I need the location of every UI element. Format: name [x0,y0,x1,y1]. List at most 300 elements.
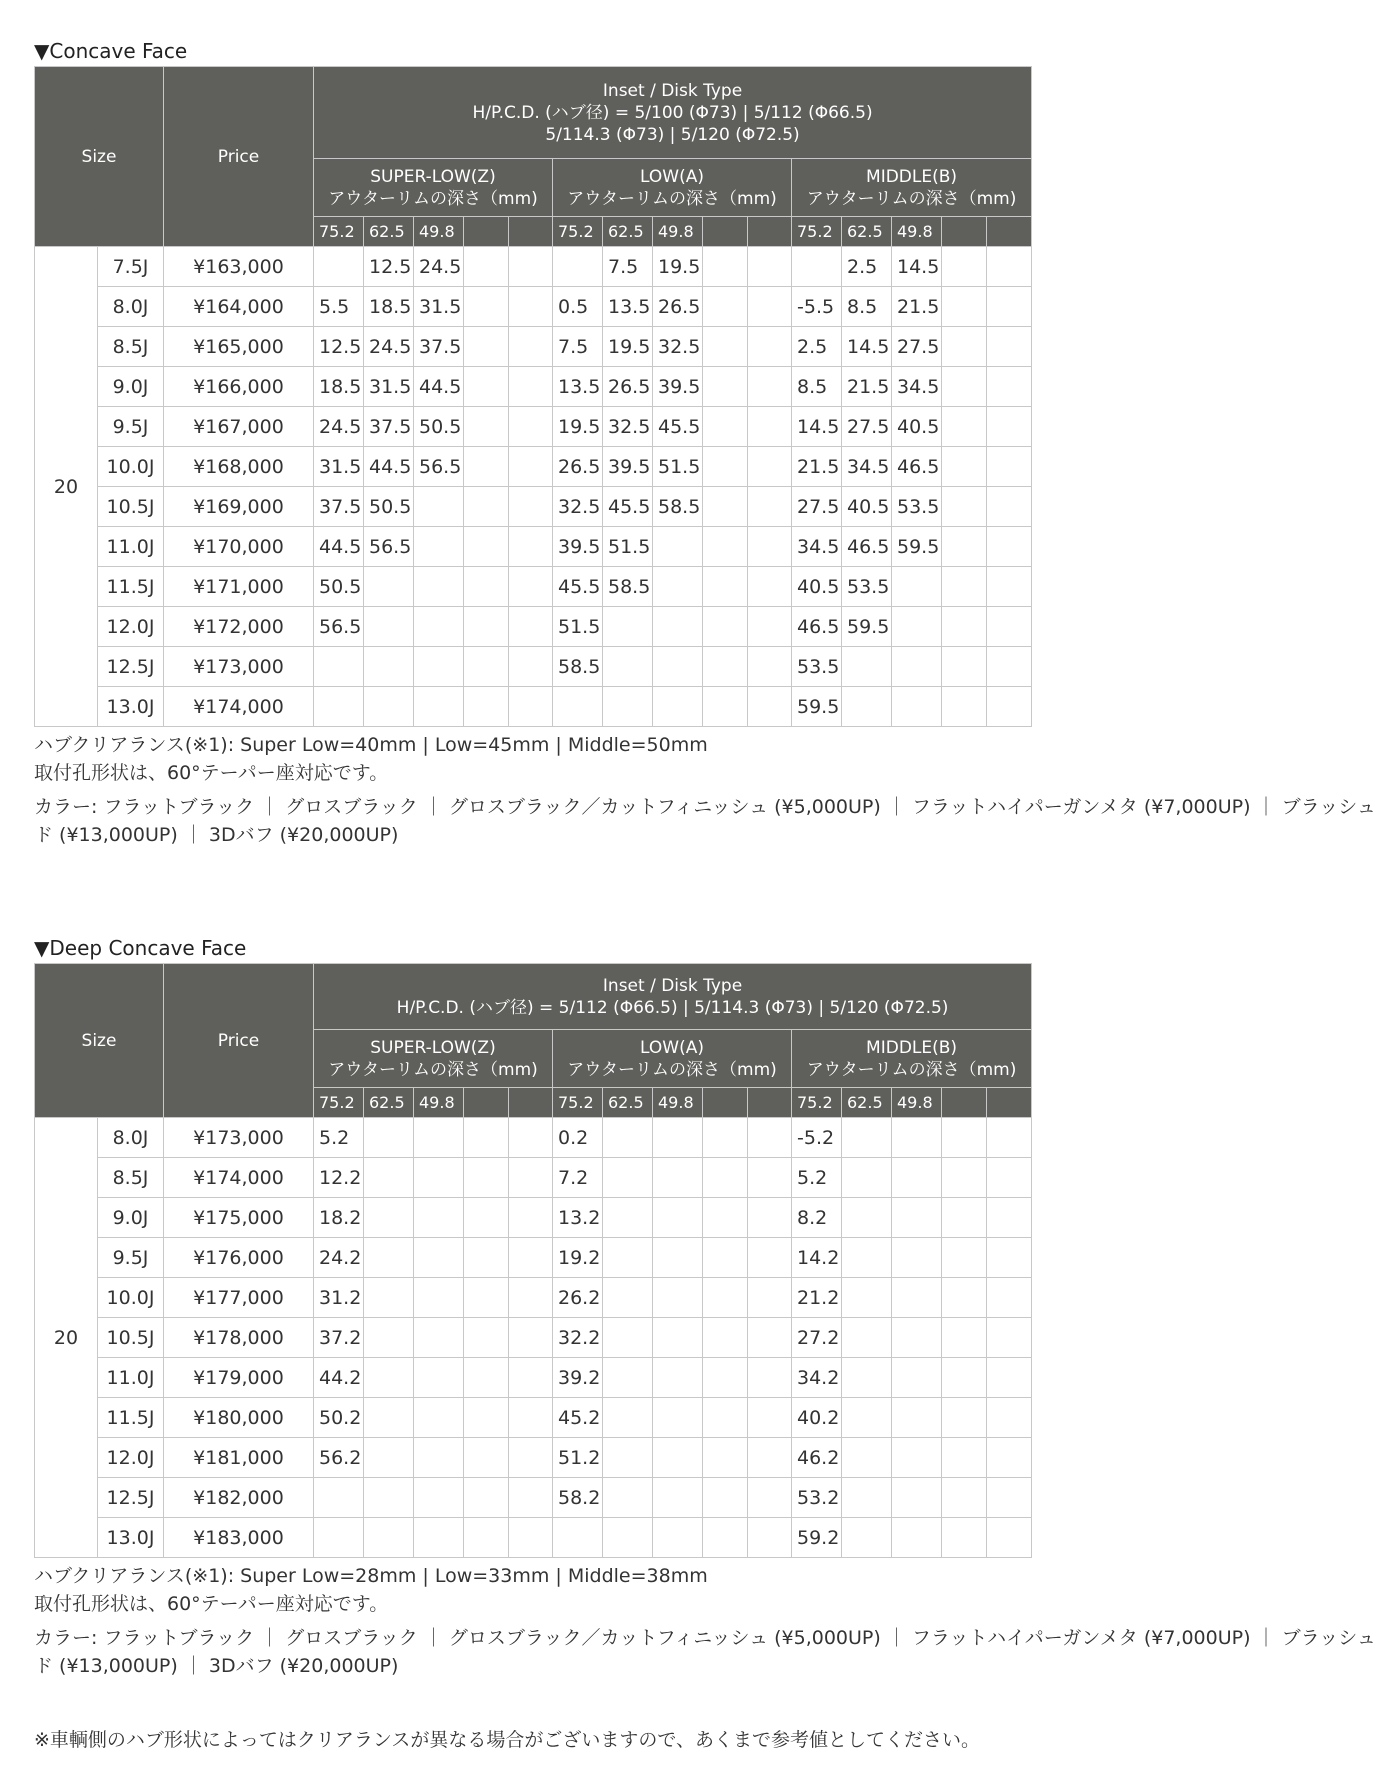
inset-value-cell [509,1318,553,1358]
inset-value-cell: 8.5 [792,367,842,407]
inset-value-cell [414,1318,464,1358]
table-row [35,447,1032,487]
width-cell: 8.0J [98,287,164,327]
table-row [35,1278,1032,1318]
inset-value-cell [509,1278,553,1318]
inset-value-cell [748,607,792,647]
inset-value-cell: 32.5 [653,327,703,367]
table-row [35,287,1032,327]
inset-value-cell: 7.5 [553,327,603,367]
inset-value-cell [464,487,509,527]
inset-value-cell [942,1198,987,1238]
inset-value-cell [748,687,792,727]
inset-value-cell [364,1278,414,1318]
inset-value-cell [603,1438,653,1478]
width-cell: 8.0J [98,1118,164,1158]
inset-value-cell [942,1398,987,1438]
offset-header-cell: 62.5 [603,1088,653,1118]
inset-value-cell: 34.5 [842,447,892,487]
price-cell: ¥171,000 [164,567,314,607]
concave-face-section [34,36,1374,849]
price-cell: ¥183,000 [164,1518,314,1558]
inset-value-cell [987,607,1032,647]
inset-value-cell [603,1278,653,1318]
inset-value-cell [464,647,509,687]
rim-size-cell: 20 [35,1118,98,1558]
inset-value-cell [653,1238,703,1278]
width-cell: 9.5J [98,407,164,447]
width-cell: 9.0J [98,367,164,407]
inset-value-cell [842,1198,892,1238]
inset-value-cell: 26.2 [553,1278,603,1318]
inset-value-cell [364,1318,414,1358]
inset-value-cell [987,1278,1032,1318]
inset-value-cell [509,1158,553,1198]
inset-value-cell: 45.5 [553,567,603,607]
inset-value-cell: 31.5 [314,447,364,487]
inset-value-cell [842,1278,892,1318]
inset-value-cell [509,1198,553,1238]
table-row [35,647,1032,687]
inset-value-cell: 59.5 [842,607,892,647]
inset-value-cell: -5.5 [792,287,842,327]
inset-value-cell [653,647,703,687]
inset-value-cell [603,1478,653,1518]
group-low [553,159,792,217]
inset-value-cell [748,247,792,287]
inset-value-cell [892,1358,942,1398]
inset-value-cell [748,327,792,367]
price-cell: ¥163,000 [164,247,314,287]
inset-value-cell [509,327,553,367]
table-row [35,1318,1032,1358]
inset-value-cell [603,1118,653,1158]
offset-header-cell: 49.8 [653,217,703,247]
inset-value-cell: 32.5 [603,407,653,447]
inset-value-cell: 39.2 [553,1358,603,1398]
section-title: ▼Deep Concave Face [34,936,247,960]
group-sub: アウターリムの深さ（mm) [806,188,1017,209]
inset-value-cell [942,607,987,647]
inset-value-cell: 46.5 [842,527,892,567]
inset-value-cell: 56.5 [414,447,464,487]
inset-value-cell [987,367,1032,407]
inset-value-cell: 50.5 [414,407,464,447]
price-cell: ¥164,000 [164,287,314,327]
offset-header-cell [987,217,1032,247]
inset-value-cell [942,1278,987,1318]
table-row [35,247,1032,287]
concave-face-table [34,66,1032,727]
inset-value-cell [987,1478,1032,1518]
inset-value-cell [703,447,748,487]
inset-value-cell [464,407,509,447]
inset-value-cell: 21.2 [792,1278,842,1318]
inset-value-cell [509,1118,553,1158]
inset-value-cell [842,1158,892,1198]
inset-value-cell: 5.2 [792,1158,842,1198]
inset-value-cell: 58.5 [653,487,703,527]
inset-value-cell [653,1318,703,1358]
inset-value-cell [364,607,414,647]
table-row [35,1118,1032,1158]
table-row [35,327,1032,367]
price-cell: ¥172,000 [164,607,314,647]
price-cell: ¥174,000 [164,687,314,727]
inset-value-cell [509,1238,553,1278]
inset-value-cell [987,1158,1032,1198]
inset-value-cell [364,647,414,687]
inset-value-cell: 27.2 [792,1318,842,1358]
inset-value-cell [414,567,464,607]
table-row [35,1438,1032,1478]
inset-value-cell [653,1118,703,1158]
table-row [35,1158,1032,1198]
inset-value-cell [748,1438,792,1478]
inset-value-cell [464,247,509,287]
inset-value-cell [892,1198,942,1238]
inset-value-cell [314,1518,364,1558]
inset-value-cell [892,647,942,687]
inset-value-cell: 40.5 [892,407,942,447]
group-sub: アウターリムの深さ（mm) [567,188,777,209]
inset-value-cell: 50.2 [314,1398,364,1438]
width-cell: 7.5J [98,247,164,287]
inset-value-cell [942,287,987,327]
deep-concave-face-table [34,963,1032,1558]
offset-header-cell: 75.2 [792,217,842,247]
inset-value-cell [364,1198,414,1238]
inset-value-cell: 45.5 [603,487,653,527]
inset-value-cell [942,647,987,687]
group-sub: アウターリムの深さ（mm) [567,1059,777,1080]
group-name: LOW(A) [640,1037,704,1058]
inset-value-cell [653,687,703,727]
inset-value-cell: 32.2 [553,1318,603,1358]
width-cell: 13.0J [98,687,164,727]
inset-value-cell [987,1118,1032,1158]
inset-value-cell [314,247,364,287]
inset-value-cell [748,1318,792,1358]
inset-value-cell [414,1398,464,1438]
inset-value-cell [748,1118,792,1158]
inset-value-cell [987,287,1032,327]
inset-value-cell [703,407,748,447]
inset-value-cell [509,407,553,447]
group-sub: アウターリムの深さ（mm) [328,1059,538,1080]
inset-value-cell [414,1518,464,1558]
inset-value-cell [603,1318,653,1358]
inset-value-cell [414,1158,464,1198]
inset-value-cell [892,1478,942,1518]
inset-value-cell [987,1198,1032,1238]
inset-value-cell [703,1518,748,1558]
inset-value-cell [892,567,942,607]
inset-value-cell: 26.5 [553,447,603,487]
inset-value-cell [748,647,792,687]
price-cell: ¥182,000 [164,1478,314,1518]
inset-value-cell: 39.5 [603,447,653,487]
inset-value-cell [603,687,653,727]
inset-value-cell [703,367,748,407]
inset-value-cell [748,1278,792,1318]
inset-value-cell: 44.5 [414,367,464,407]
rim-size-cell: 20 [35,247,98,727]
inset-value-cell [464,1478,509,1518]
inset-value-cell [703,647,748,687]
inset-value-cell: 46.5 [892,447,942,487]
inset-value-cell: 37.5 [314,487,364,527]
offset-header-cell: 49.8 [414,217,464,247]
inset-value-cell [364,1358,414,1398]
inset-value-cell: 50.5 [364,487,414,527]
inset-value-cell [842,1398,892,1438]
inset-value-cell [987,1518,1032,1558]
inset-value-cell [509,607,553,647]
inset-value-cell [942,407,987,447]
inset-value-cell [464,1318,509,1358]
inset-value-cell [653,1278,703,1318]
inset-value-cell [509,567,553,607]
inset-value-cell [509,487,553,527]
inset-value-cell [892,1438,942,1478]
inset-value-cell [509,1478,553,1518]
inset-value-cell: 26.5 [653,287,703,327]
inset-value-cell [987,527,1032,567]
inset-value-cell [653,1478,703,1518]
inset-value-cell: 50.5 [314,567,364,607]
inset-value-cell [842,1238,892,1278]
inset-value-cell [414,1278,464,1318]
offset-header-cell: 62.5 [364,1088,414,1118]
inset-value-cell [892,1518,942,1558]
inset-value-cell: 58.5 [553,647,603,687]
inset-value-cell [892,1318,942,1358]
inset-value-cell [987,1318,1032,1358]
width-cell: 12.0J [98,607,164,647]
inset-value-cell: 14.5 [892,247,942,287]
offset-header-cell [464,217,509,247]
inset-value-cell [364,1438,414,1478]
inset-value-cell [653,1158,703,1198]
group-middle [792,159,1032,217]
group-name: MIDDLE(B) [866,166,958,187]
inset-value-cell [987,567,1032,607]
inset-value-cell [603,1198,653,1238]
inset-value-cell: 32.5 [553,487,603,527]
table-row [35,567,1032,607]
inset-value-cell [842,1358,892,1398]
inset-value-cell [703,1398,748,1438]
table-row [35,407,1032,447]
inset-value-cell [892,1398,942,1438]
inset-value-cell [464,1278,509,1318]
inset-value-cell [553,1518,603,1558]
inset-value-cell [653,1518,703,1558]
inset-value-cell [892,1158,942,1198]
inset-value-cell [703,1318,748,1358]
inset-value-cell [414,647,464,687]
inset-value-cell [942,487,987,527]
inset-value-cell [509,247,553,287]
inset-value-cell [464,1438,509,1478]
inset-value-cell [364,1118,414,1158]
inset-value-cell: 44.5 [364,447,414,487]
inset-value-cell [842,1318,892,1358]
inset-value-cell [942,327,987,367]
table-row [35,367,1032,407]
inset-value-cell [464,327,509,367]
inset-value-cell: 51.5 [553,607,603,647]
width-cell: 11.5J [98,567,164,607]
group-middle [792,1030,1032,1088]
price-cell: ¥170,000 [164,527,314,567]
offset-header-cell [509,217,553,247]
inset-value-cell [942,1238,987,1278]
table-row [35,1398,1032,1438]
inset-value-cell [748,367,792,407]
inset-value-cell: 8.2 [792,1198,842,1238]
inset-value-cell [842,1478,892,1518]
group-low [553,1030,792,1088]
inset-value-cell [942,1478,987,1518]
inset-value-cell [464,1398,509,1438]
price-header: Price [164,67,314,247]
inset-value-cell [464,1158,509,1198]
seat-note: 取付孔形状は、60°テーパー座対応です。 [34,762,389,784]
width-cell: 9.5J [98,1238,164,1278]
inset-value-cell: 53.5 [842,567,892,607]
inset-value-cell [509,1438,553,1478]
group-name: SUPER-LOW(Z) [370,166,496,187]
inset-value-cell [942,1438,987,1478]
seat-note: 取付孔形状は、60°テーパー座対応です。 [34,1593,389,1615]
inset-value-cell [942,1318,987,1358]
inset-value-cell [703,687,748,727]
inset-value-cell [703,247,748,287]
inset-value-cell [942,567,987,607]
inset-value-cell: 19.5 [603,327,653,367]
inset-value-cell [603,607,653,647]
inset-header [314,67,1032,159]
table-row [35,1198,1032,1238]
width-cell: 10.0J [98,447,164,487]
inset-value-cell: 2.5 [792,327,842,367]
inset-value-cell [748,567,792,607]
inset-value-cell: 14.5 [842,327,892,367]
inset-value-cell [364,1478,414,1518]
inset-value-cell [703,1158,748,1198]
inset-value-cell: 24.5 [314,407,364,447]
price-cell: ¥175,000 [164,1198,314,1238]
price-cell: ¥180,000 [164,1398,314,1438]
inset-value-cell: 27.5 [792,487,842,527]
inset-value-cell [987,1238,1032,1278]
group-name: SUPER-LOW(Z) [370,1037,496,1058]
inset-value-cell [987,447,1032,487]
inset-value-cell [703,1118,748,1158]
width-cell: 9.0J [98,1198,164,1238]
width-cell: 12.5J [98,1478,164,1518]
inset-value-cell [364,1158,414,1198]
inset-value-cell [748,527,792,567]
inset-value-cell [414,1198,464,1238]
inset-value-cell [748,1398,792,1438]
inset-value-cell: 12.2 [314,1158,364,1198]
price-cell: ¥167,000 [164,407,314,447]
inset-value-cell [703,527,748,567]
inset-value-cell: 53.2 [792,1478,842,1518]
inset-value-cell: 27.5 [892,327,942,367]
table-row [35,607,1032,647]
price-cell: ¥177,000 [164,1278,314,1318]
inset-value-cell [703,327,748,367]
inset-value-cell [942,1358,987,1398]
inset-value-cell [553,687,603,727]
inset-value-cell [464,1198,509,1238]
inset-value-cell [842,1518,892,1558]
inset-value-cell [553,247,603,287]
table-body [35,1118,1032,1558]
table-row [35,487,1032,527]
inset-value-cell [987,247,1032,287]
inset-value-cell: 59.5 [792,687,842,727]
width-cell: 11.5J [98,1398,164,1438]
inset-value-cell [464,447,509,487]
inset-value-cell: 53.5 [892,487,942,527]
pcd-line-2: 5/114.3 (Φ73) | 5/120 (Φ72.5) [545,124,800,145]
inset-value-cell [987,647,1032,687]
inset-value-cell [509,287,553,327]
inset-value-cell: 7.2 [553,1158,603,1198]
inset-value-cell: 18.5 [364,287,414,327]
inset-value-cell: 5.2 [314,1118,364,1158]
inset-value-cell: 31.5 [414,287,464,327]
price-cell: ¥173,000 [164,1118,314,1158]
inset-value-cell [942,247,987,287]
group-sub: アウターリムの深さ（mm) [806,1059,1017,1080]
inset-value-cell: 51.2 [553,1438,603,1478]
table-row [35,1478,1032,1518]
inset-value-cell: 0.5 [553,287,603,327]
inset-value-cell: 46.5 [792,607,842,647]
width-cell: 11.0J [98,1358,164,1398]
inset-value-cell: 5.5 [314,287,364,327]
width-cell: 8.5J [98,1158,164,1198]
inset-value-cell: 46.2 [792,1438,842,1478]
width-cell: 13.0J [98,1518,164,1558]
inset-value-cell: -5.2 [792,1118,842,1158]
inset-value-cell [603,1518,653,1558]
inset-value-cell: 19.2 [553,1238,603,1278]
offset-header-cell: 49.8 [653,1088,703,1118]
inset-value-cell [603,1398,653,1438]
inset-value-cell: 39.5 [553,527,603,567]
inset-value-cell [987,1358,1032,1398]
inset-value-cell [464,1118,509,1158]
price-cell: ¥166,000 [164,367,314,407]
inset-value-cell: 56.2 [314,1438,364,1478]
inset-value-cell [314,687,364,727]
inset-value-cell [748,1198,792,1238]
inset-value-cell [464,567,509,607]
inset-value-cell: 31.2 [314,1278,364,1318]
inset-value-cell: 59.5 [892,527,942,567]
inset-value-cell: 51.5 [653,447,703,487]
inset-value-cell: 13.2 [553,1198,603,1238]
inset-value-cell: 53.5 [792,647,842,687]
inset-value-cell [703,1358,748,1398]
